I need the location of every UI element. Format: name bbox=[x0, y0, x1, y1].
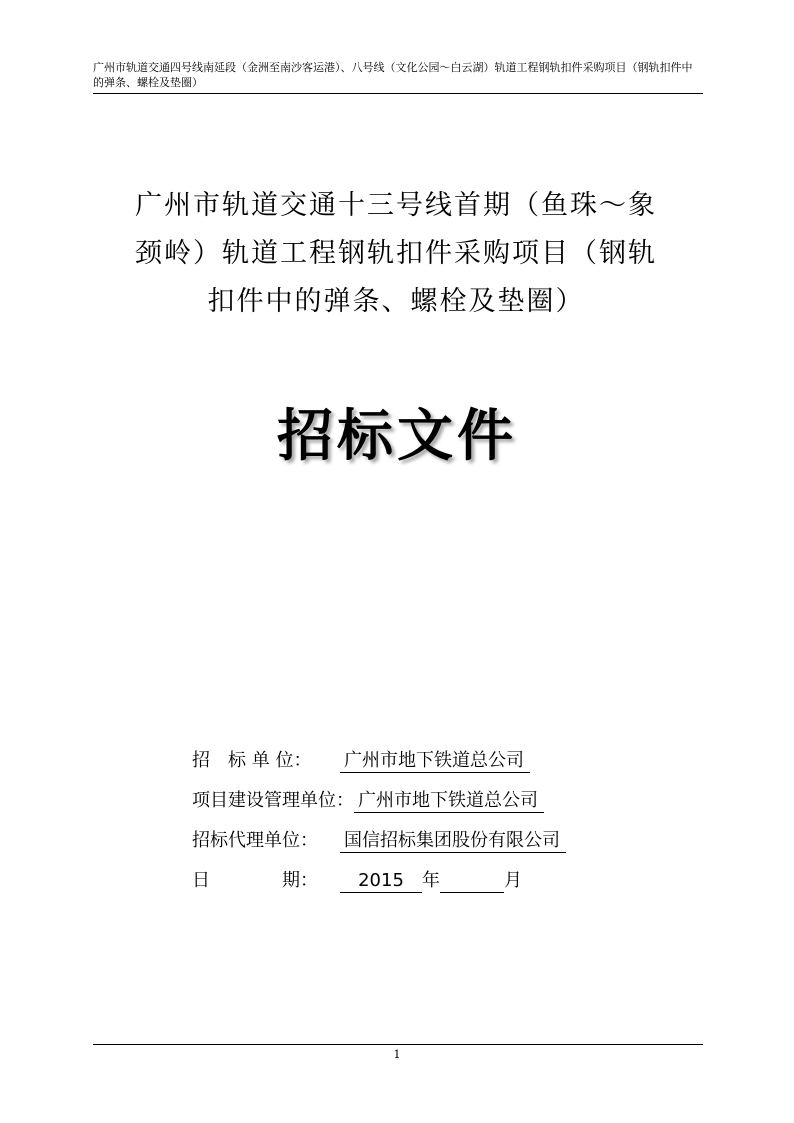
date-month-blank bbox=[440, 870, 504, 893]
project-title-line-3: 扣件中的弹条、螺栓及垫圈） bbox=[207, 286, 585, 317]
date-row bbox=[192, 868, 566, 908]
tenderer-label: 招 标 单 位： bbox=[192, 750, 312, 771]
footer-divider bbox=[93, 1044, 703, 1045]
agent-label: 招标代理单位： bbox=[192, 830, 318, 851]
manager-value: 广州市地下铁道总公司 bbox=[354, 790, 544, 813]
running-header: 广州市轨道交通四号线南延段（金洲至南沙客运港）、八号线（文化公园～白云湖）轨道工程钢轨扣件采购项目（钢轨扣件中的弹条、螺栓及垫圈） bbox=[93, 61, 693, 89]
tenderer-value: 广州市地下铁道总公司 bbox=[340, 750, 530, 773]
agent-row bbox=[192, 828, 566, 868]
manager-label: 项目建设管理单位： bbox=[192, 790, 354, 811]
header-divider bbox=[93, 93, 703, 94]
tenderer-row bbox=[192, 748, 566, 788]
agent-value: 国信招标集团股份有限公司 bbox=[340, 830, 566, 853]
project-title-line-1: 广州市轨道交通十三号线首期（鱼珠～象 bbox=[135, 190, 657, 221]
project-title-line-2: 颈岭）轨道工程钢轨扣件采购项目（钢轨 bbox=[135, 238, 657, 269]
date-label: 日 期： bbox=[192, 870, 318, 891]
document-type-heading: 招标文件 bbox=[277, 403, 517, 469]
date-year-unit: 年 bbox=[422, 870, 440, 891]
manager-row bbox=[192, 788, 566, 828]
project-title bbox=[96, 182, 696, 326]
date-month-unit: 月 bbox=[504, 870, 522, 891]
tender-info-block bbox=[192, 748, 566, 908]
date-year-value: 2015 bbox=[340, 870, 422, 893]
page-number: 1 bbox=[393, 1048, 401, 1061]
